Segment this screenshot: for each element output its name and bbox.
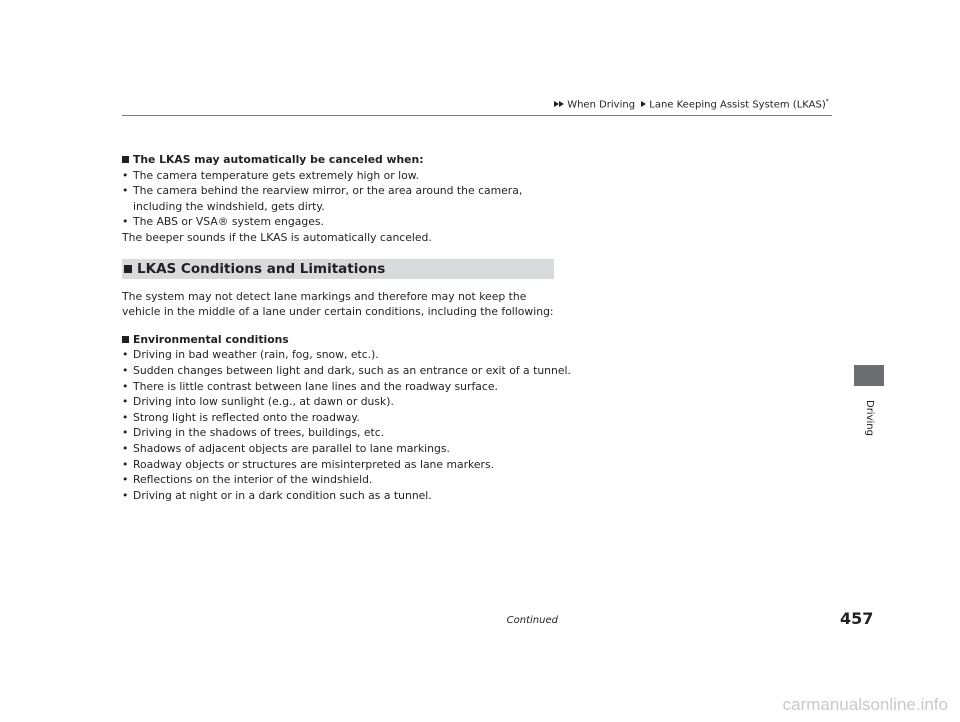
breadcrumb bbox=[567, 95, 884, 111]
list-item: • Driving in bad weather (rain, fog, snow, etc.). bbox=[122, 347, 562, 363]
breadcrumb-arrow-icon bbox=[641, 101, 646, 107]
list-item: • Strong light is reflected onto the roadway. bbox=[122, 410, 562, 426]
list-item: • Driving in the shadows of trees, buildings, etc. bbox=[122, 425, 562, 441]
breadcrumb-item-when-driving[interactable]: When Driving bbox=[567, 99, 636, 111]
cancel-note: The beeper sounds if the LKAS is automatically canceled. bbox=[122, 230, 432, 244]
env-heading: Environmental conditions bbox=[122, 332, 562, 348]
list-item: • The ABS or VSA® system engages. bbox=[122, 214, 562, 230]
breadcrumb-asterisk: * bbox=[825, 98, 829, 105]
environmental-conditions-list bbox=[122, 347, 571, 503]
page-number: 457 bbox=[840, 609, 874, 628]
list-item: • Driving at night or in a dark condition such as a tunnel. bbox=[122, 488, 562, 504]
breadcrumb-arrow-icon bbox=[559, 101, 564, 107]
square-bullet-icon bbox=[122, 336, 129, 343]
list-item: • Sudden changes between light and dark, such as an entrance or exit of a tunnel. bbox=[122, 363, 562, 379]
list-item: • The camera behind the rearview mirror, or the area around the camera, including the windshield, gets dirty. bbox=[122, 183, 562, 214]
list-item: • There is little contrast between lane lines and the roadway surface. bbox=[122, 379, 562, 395]
square-bullet-icon bbox=[122, 156, 129, 163]
cancel-conditions-list bbox=[122, 168, 562, 230]
continued-label: Continued bbox=[506, 615, 558, 626]
list-item: • Reflections on the interior of the windshield. bbox=[122, 472, 562, 488]
chapter-label: Driving bbox=[864, 400, 875, 436]
list-item: • The camera temperature gets extremely high or low. bbox=[122, 168, 562, 184]
section-header bbox=[122, 259, 554, 279]
section-intro: The system may not detect lane markings and therefore may not keep the vehicle in the middle of a lane under certain conditions, including the following: bbox=[122, 289, 554, 319]
list-item: • Shadows of adjacent objects are parallel to lane markings. bbox=[122, 441, 562, 457]
header-divider bbox=[122, 115, 832, 116]
breadcrumb-item-lkas[interactable]: Lane Keeping Assist System (LKAS) bbox=[649, 99, 826, 111]
page-content bbox=[122, 152, 571, 503]
list-item: • Roadway objects or structures are misinterpreted as lane markers. bbox=[122, 457, 562, 473]
section-title: LKAS Conditions and Limitations bbox=[137, 260, 386, 277]
cancel-heading: The LKAS may automatically be canceled when: bbox=[122, 152, 562, 168]
watermark: carmanualsonline.info bbox=[782, 695, 948, 714]
list-item: • Driving into low sunlight (e.g., at dawn or dusk). bbox=[122, 394, 562, 410]
square-bullet-icon bbox=[124, 265, 132, 273]
